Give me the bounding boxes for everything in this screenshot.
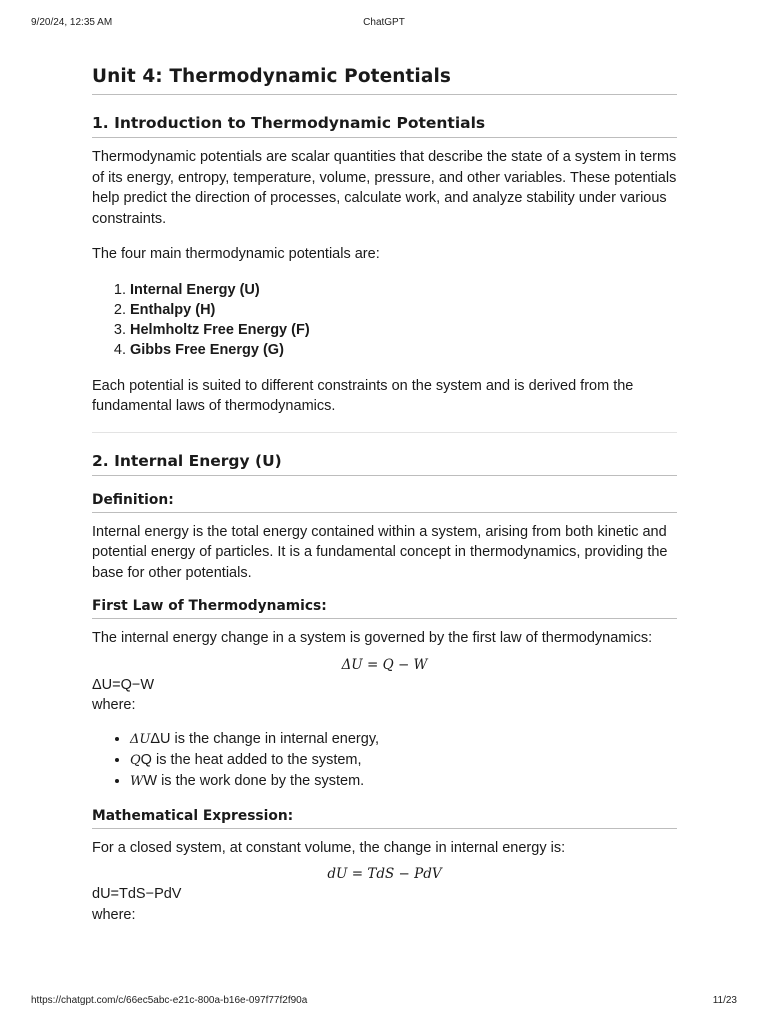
list-item: 1. Internal Energy (U) bbox=[130, 280, 677, 300]
subheading-definition: Definition: bbox=[92, 492, 677, 513]
math-symbol: Q bbox=[130, 752, 141, 768]
first-law-equation-plain: ΔU=Q−W bbox=[92, 676, 155, 693]
first-law-variables bbox=[92, 729, 677, 793]
math-symbol: ΔU bbox=[130, 731, 151, 747]
constraints-paragraph: Each potential is suited to different constraints on the system and is derived from the fundamental laws of thermodynamics. bbox=[92, 377, 634, 415]
list-item: 2. Enthalpy (H) bbox=[130, 300, 677, 320]
list-item: • QQ is the heat added to the system, bbox=[130, 750, 677, 771]
page-number: 11/23 bbox=[712, 995, 737, 1006]
list-item: 3. Helmholtz Free Energy (F) bbox=[130, 320, 677, 340]
first-law-where: where: bbox=[92, 697, 136, 714]
print-title: ChatGPT bbox=[363, 17, 405, 28]
section-heading-internal-energy: 2. Internal Energy (U) bbox=[92, 452, 677, 476]
print-datetime: 9/20/24, 12:35 AM bbox=[31, 17, 113, 28]
potentials-list bbox=[92, 280, 677, 361]
internal-energy-equation-plain: dU=TdS−PdV bbox=[92, 886, 182, 903]
potentials-lead-in: The four main thermodynamic potentials are: bbox=[92, 246, 380, 262]
page-title: Unit 4: Thermodynamic Potentials bbox=[92, 66, 677, 95]
math-expression-where: where: bbox=[92, 906, 136, 923]
print-url: https://chatgpt.com/c/66ec5abc-e21c-800a-b16e-097f77f2f90a bbox=[31, 995, 308, 1006]
math-symbol: W bbox=[130, 774, 144, 790]
definition-paragraph: Internal energy is the total energy contained within a system, arising from both kinetic and potential energy of particles. It is a fundamental concept in thermodynamics, providing the base for other potentials. bbox=[92, 523, 668, 581]
document-content bbox=[92, 66, 677, 925]
list-item: 4. Gibbs Free Energy (G) bbox=[130, 340, 677, 360]
list-item: • WW is the work done by the system. bbox=[130, 771, 677, 792]
subheading-first-law: First Law of Thermodynamics: bbox=[92, 598, 677, 619]
section-heading-introduction: 1. Introduction to Thermodynamic Potentials bbox=[92, 114, 677, 138]
list-item: • ΔUΔU is the change in internal energy, bbox=[130, 729, 677, 750]
first-law-equation: ΔU = Q − W bbox=[341, 656, 428, 673]
first-law-paragraph: The internal energy change in a system is governed by the first law of thermodynamics: bbox=[92, 630, 653, 647]
math-expression-paragraph: For a closed system, at constant volume, the change in internal energy is: bbox=[92, 839, 566, 856]
intro-paragraph: Thermodynamic potentials are scalar quantities that describe the state of a system in terms of its energy, entropy, temperature, volume, pressure, and other variables. These potentials help predict the direction of processes, calculate work, and analyze stability under various constraints. bbox=[92, 149, 677, 227]
subheading-mathematical-expression: Mathematical Expression: bbox=[92, 808, 677, 829]
internal-energy-differential-equation: dU = TdS − PdV bbox=[327, 866, 442, 883]
